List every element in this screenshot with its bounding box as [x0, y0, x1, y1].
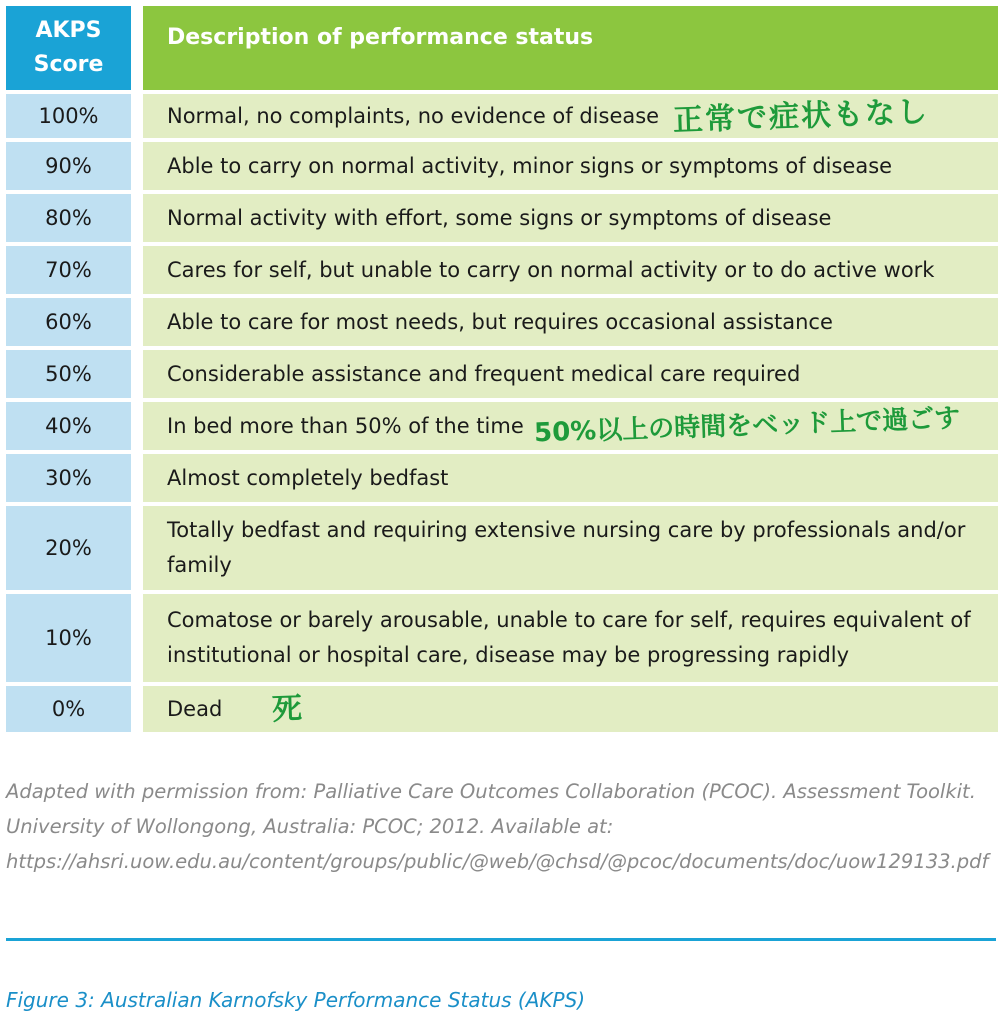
handwritten-note: 50%以上の時間をベッド上で過ごす: [533, 403, 961, 448]
description-cell: Able to carry on normal activity, minor signs or symptoms of disease: [143, 142, 998, 190]
description-cell: [143, 402, 998, 450]
description-text: Dead: [167, 696, 223, 721]
description-text: In bed more than 50% of the time: [167, 413, 524, 438]
divider: [6, 938, 996, 941]
header-description-cell: Description of performance status: [143, 6, 998, 90]
table-row: [6, 454, 998, 502]
table-row: [6, 686, 998, 732]
table-row: [6, 94, 998, 138]
table-row: [6, 246, 998, 294]
score-cell: 30%: [6, 454, 131, 502]
score-cell: 50%: [6, 350, 131, 398]
table-row: [6, 194, 998, 242]
score-cell: 100%: [6, 94, 131, 138]
figure-caption: Figure 3: Australian Karnofsky Performance Status (AKPS): [6, 988, 586, 1012]
source-citation: Adapted with permission from: Palliative Care Outcomes Collaboration (PCOC). Assessment Toolkit. University of Wollongong, Australia: PCOC; 2012. Available at: https://ahsri.uow.edu.au/content/groups/public/@web/@chsd/@pcoc/documents/doc/uow129133.pdf: [6, 780, 989, 873]
description-cell: [143, 686, 998, 732]
header-score-line2: Score: [33, 52, 104, 77]
table-row: [6, 594, 998, 682]
table-row: [6, 350, 998, 398]
description-text: Normal, no complaints, no evidence of disease: [167, 103, 660, 128]
table-row: [6, 402, 998, 450]
score-cell: 20%: [6, 506, 131, 590]
header-score-cell: [6, 6, 131, 90]
score-cell: 60%: [6, 298, 131, 346]
score-cell: 90%: [6, 142, 131, 190]
header-score-line1: AKPS: [35, 18, 102, 43]
table-row: [6, 298, 998, 346]
description-cell: Almost completely bedfast: [143, 454, 998, 502]
description-cell: Normal activity with effort, some signs or symptoms of disease: [143, 194, 998, 242]
handwritten-note: 正常で症状もなし: [672, 94, 930, 138]
description-cell: Considerable assistance and frequent medical care required: [143, 350, 998, 398]
description-cell: Cares for self, but unable to carry on normal activity or to do active work: [143, 246, 998, 294]
description-cell: Able to care for most needs, but requires occasional assistance: [143, 298, 998, 346]
score-cell: 10%: [6, 594, 131, 682]
akps-table: [6, 6, 998, 732]
table-row: [6, 506, 998, 590]
description-cell: Totally bedfast and requiring extensive nursing care by professionals and/or family: [143, 506, 998, 590]
score-cell: 40%: [6, 402, 131, 450]
table-header-row: [6, 6, 998, 90]
score-cell: 80%: [6, 194, 131, 242]
description-cell: [143, 94, 998, 138]
table-row: [6, 142, 998, 190]
score-cell: 70%: [6, 246, 131, 294]
score-cell: 0%: [6, 686, 131, 732]
description-cell: Comatose or barely arousable, unable to care for self, requires equivalent of institutional or hospital care, disease may be progressing rapidly: [143, 594, 998, 682]
handwritten-note: 死: [271, 690, 305, 728]
